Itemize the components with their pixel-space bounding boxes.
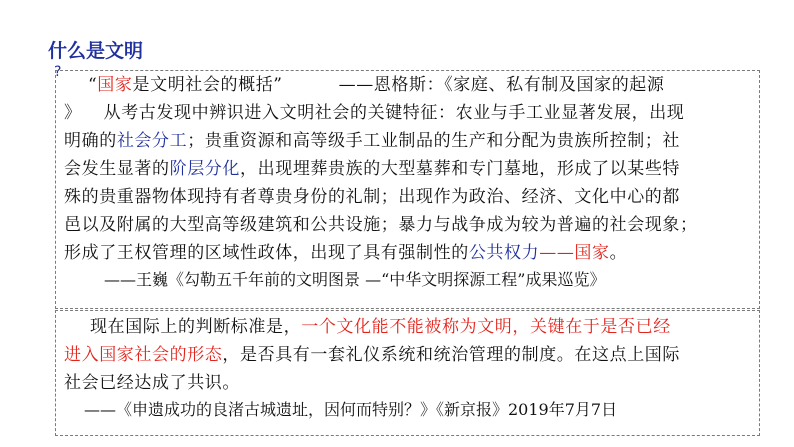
highlight-state-form: 进入国家社会的形态 [64, 345, 223, 365]
source-citation-1: ——王巍《勾勒五千年前的文明图景 —“中华文明探源工程”成果巡览》 [104, 270, 606, 289]
highlight-social-division: 社会分工 [116, 131, 188, 151]
highlight-state: 国家 [97, 75, 133, 95]
engels-attribution: ——恩格斯：《家庭、私有制及国家的起源 [338, 75, 665, 95]
highlight-public-power: 公共权力 [468, 243, 540, 263]
question-marker: ? [54, 64, 62, 80]
highlight-state-2: 国家 [574, 243, 610, 263]
page-title: 什么是文明 [48, 40, 144, 62]
paragraph2-line-2: 进入国家社会的形态，是否具有一套礼仪系统和统治管理的制度。在这点上国际 [64, 345, 681, 365]
excerpt-box-1 [55, 70, 760, 309]
excerpt-box-2 [55, 310, 760, 436]
paragraph-line-2: 明确的社会分工；贵重资源和高等级手工业制品的生产和分配为贵族所控制；社 [64, 131, 681, 151]
paragraph-line-6: 形成了王权管理的区域性政体，出现了具有强制性的公共权力——国家。 [64, 243, 628, 263]
paragraph2-line-3: 社会已经达成了共识。 [64, 373, 240, 393]
source-citation-2: ——《申遗成功的良渚古城遗址，因何而特别？》《新京报》2019年7月7日 [84, 400, 618, 419]
paragraph-line-5: 邑以及附属的大型高等级建筑和公共设施；暴力与战争成为较为普遍的社会现象； [64, 215, 698, 235]
paragraph-line-1: 》 从考古发现中辨识进入文明社会的关键特征：农业与手工业显著发展，出现 [64, 103, 685, 123]
highlight-criterion: 一个文化能不能被称为文明，关键在于是否已经 [301, 317, 671, 337]
engels-quote-line: “国家是文明社会的概括” ——恩格斯：《家庭、私有制及国家的起源 [88, 75, 665, 95]
highlight-class-differentiation: 阶层分化 [169, 159, 241, 179]
paragraph2-line-1: 现在国际上的判断标准是，一个文化能不能被称为文明，关键在于是否已经 [90, 317, 671, 337]
paragraph-line-4: 殊的贵重器物体现持有者尊贵身份的礼制；出现作为政治、经济、文化中心的都 [64, 187, 680, 207]
paragraph-line-3: 会发生显著的阶层分化，出现埋葬贵族的大型墓葬和专门墓地，形成了以某些特 [64, 159, 681, 179]
